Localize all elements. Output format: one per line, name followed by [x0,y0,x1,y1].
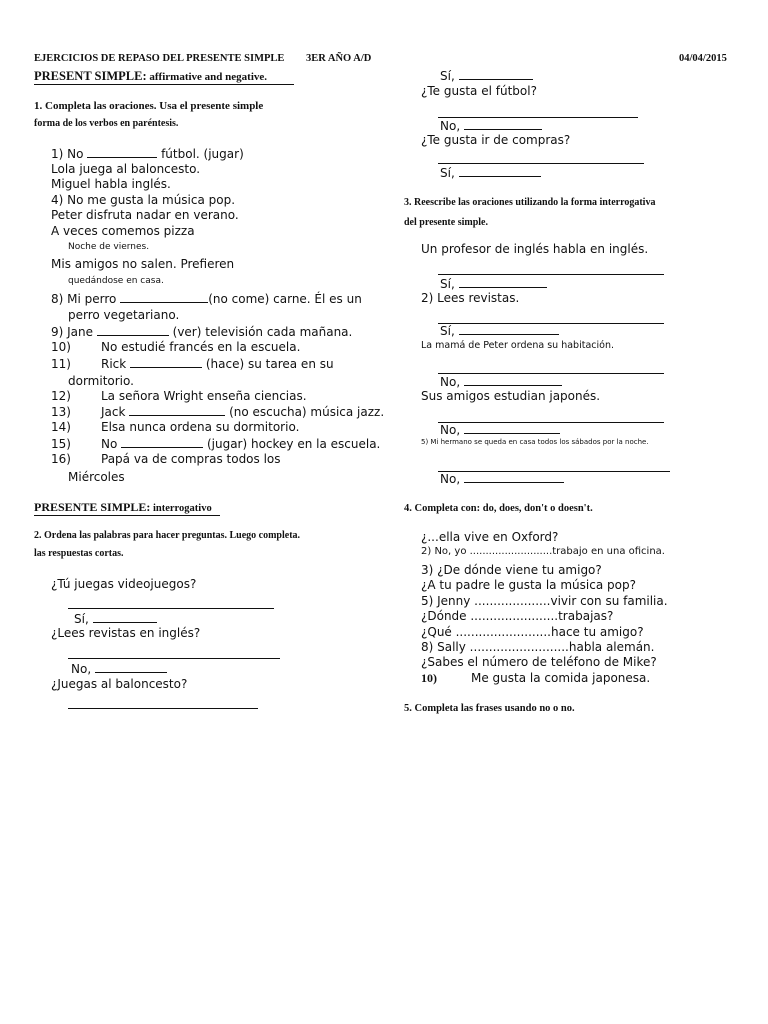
fill-line-8: 8) Sally ..........................habla alemán. [421,640,655,654]
question-5: ¿Te gusta ir de compras? [421,133,571,147]
answer-blank[interactable] [129,404,225,416]
sentence-3: La mamá de Peter ordena su habitación. [421,340,614,351]
item-16: 16) Papá va de compras todos los [51,452,281,466]
item-4: 4) No me gusta la música pop. [51,193,236,207]
short-answer-5: Sí, [440,165,541,180]
item-13: 13) Jack (no escucha) música jazz. [51,405,385,419]
section1-title: PRESENT SIMPLE: affirmative and negative. [34,69,294,85]
item-9: 9) Jane (ver) televisión cada mañana. [51,325,353,339]
section5-instruction: 5. Completa las frases usando no o no. [404,703,575,714]
rewrite-answer-5: No, [440,471,564,486]
fill-line-10: 10) Me gusta la comida japonesa. [421,671,651,685]
item-16-cont: Miércoles [68,470,125,484]
answer-blank[interactable] [459,165,541,177]
item-10: 10) No estudié francés en la escuela. [51,340,301,354]
answer-blank[interactable] [459,68,533,80]
rewrite-answer-3: No, [440,374,562,389]
item-3: Miguel habla inglés. [51,177,171,191]
fill-line-1: ¿...ella vive en Oxford? [421,530,559,544]
header-date: 04/04/2015 [679,53,727,64]
rewrite-answer-2: Sí, [440,323,559,338]
fill-line-3: 3) ¿De dónde viene tu amigo? [421,563,602,577]
header-center: 3ER AÑO A/D [306,53,372,64]
item-7-note: quedándose en casa. [68,276,164,286]
rewrite-answer-4: No, [440,422,560,437]
question-2: ¿Lees revistas en inglés? [51,626,201,640]
item-14: 14) Elsa nunca ordena su dormitorio. [51,420,300,434]
short-answer-4: No, [440,118,542,133]
sentence-2: 2) Lees revistas. [421,291,520,305]
question-4: ¿Te gusta el fútbol? [421,84,537,98]
answer-blank[interactable] [93,611,157,623]
answer-blank[interactable] [87,146,157,158]
question-1: ¿Tú juegas videojuegos? [51,577,197,591]
sentence-4: Sus amigos estudian japonés. [421,389,601,403]
header-left: EJERCICIOS DE REPASO DEL PRESENTE SIMPLE [34,53,285,64]
sentence-1: Un profesor de inglés habla en inglés. [421,242,649,256]
answer-line[interactable] [68,657,280,659]
item-11-cont: dormitorio. [68,374,134,388]
fill-line-7: ¿Qué .........................hace tu amigo? [421,625,644,639]
item-8-cont: perro vegetariano. [68,308,180,322]
answer-blank[interactable] [464,118,542,130]
section2-title: PRESENTE SIMPLE: interrogativo [34,500,220,516]
fill-line-5: 5) Jenny ....................vivir con su familia. [421,594,668,608]
answer-blank[interactable] [120,291,208,303]
section4-instruction: 4. Completa con: do, does, don't o doesn't. [404,503,593,514]
answer-line[interactable] [438,162,644,164]
question-3: ¿Juegas al baloncesto? [51,677,188,691]
short-answer-2: No, [71,661,167,676]
item-2: Lola juega al baloncesto. [51,162,201,176]
answer-blank[interactable] [97,324,169,336]
answer-blank[interactable] [464,374,562,386]
item-12: 12) La señora Wright enseña ciencias. [51,389,307,403]
item-8: 8) Mi perro (no come) carne. Él es un [51,292,362,306]
answer-blank[interactable] [121,436,203,448]
answer-blank[interactable] [459,276,547,288]
item-6-note: Noche de viernes. [68,242,150,252]
answer-line[interactable] [438,273,664,275]
section2-instruction: 2. Ordena las palabras para hacer preguntas. Luego completa. las respuestas cortas. [34,530,301,559]
fill-line-2: 2) No, yo ..........................trabajo en una oficina. [421,546,665,557]
section1-instruction: 1. Completa las oraciones. Usa el presente simple forma de los verbos en paréntesis. [34,100,264,129]
section3-instruction: 3. Reescribe las oraciones utilizando la forma interrogativa del presente simple. [404,197,656,228]
answer-blank[interactable] [130,356,202,368]
short-answer-1: Sí, [74,611,157,626]
answer-blank[interactable] [464,422,560,434]
item-1: 1) No fútbol. (jugar) [51,147,244,161]
fill-line-4: ¿A tu padre le gusta la música pop? [421,578,636,592]
item-5: Peter disfruta nadar en verano. [51,208,239,222]
answer-line[interactable] [68,607,274,609]
item-11: 11) Rick (hace) su tarea en su [51,357,334,371]
answer-blank[interactable] [95,661,167,673]
short-answer-3: Sí, [440,68,533,83]
answer-line[interactable] [68,707,258,709]
item-7: Mis amigos no salen. Prefieren [51,257,235,271]
fill-line-9: ¿Sabes el número de teléfono de Mike? [421,655,657,669]
fill-line-6: ¿Dónde .......................trabajas? [421,609,614,623]
item-15: 15) No (jugar) hockey en la escuela. [51,437,381,451]
item-6: A veces comemos pizza [51,224,195,238]
rewrite-answer-1: Sí, [440,276,547,291]
sentence-5: 5) Mi hermano se queda en casa todos los sábados por la noche. [421,438,649,446]
answer-blank[interactable] [464,471,564,483]
answer-blank[interactable] [459,323,559,335]
